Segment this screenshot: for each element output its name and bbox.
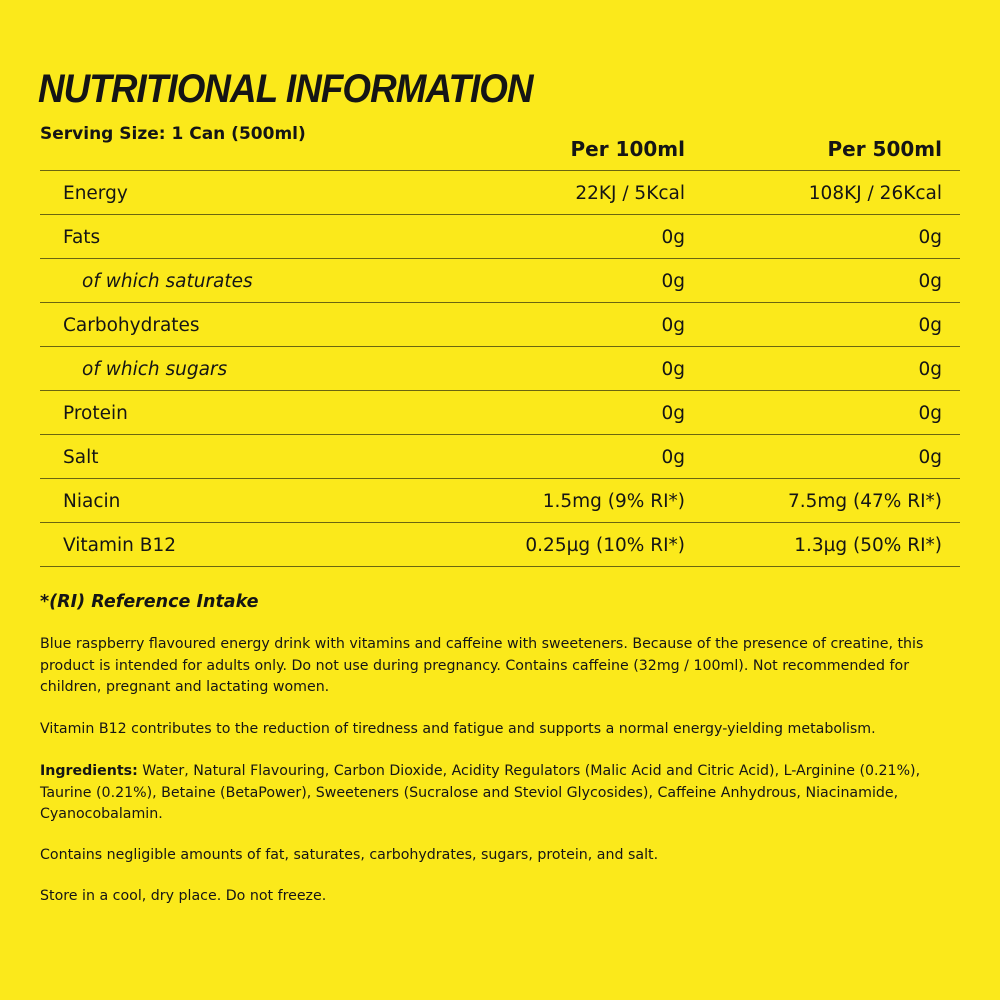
per-100ml-value: 0.25µg (10% RI*) xyxy=(525,535,685,556)
per-100ml-value: 0g xyxy=(661,359,685,380)
row-label: Fats xyxy=(63,227,101,248)
row-label: Salt xyxy=(63,447,99,468)
per-500ml-value: 0g xyxy=(918,271,942,292)
serving-size: Serving Size: 1 Can (500ml) xyxy=(40,124,306,144)
table-row xyxy=(40,303,960,347)
row-label: Vitamin B12 xyxy=(63,535,176,556)
per-100ml-value: 0g xyxy=(661,403,685,424)
per-500ml-value: 0g xyxy=(918,447,942,468)
negligible-statement: Contains negligible amounts of fat, saturates, carbohydrates, sugars, protein, and salt. xyxy=(40,847,659,863)
row-label: of which saturates xyxy=(82,271,253,292)
per-100ml-value: 1.5mg (9% RI*) xyxy=(542,491,685,512)
table-row xyxy=(40,391,960,435)
ingredients-paragraph xyxy=(40,761,970,826)
nutrition-table xyxy=(40,170,960,567)
column-header-per-100ml: Per 100ml xyxy=(570,137,685,161)
table-row xyxy=(40,435,960,479)
per-100ml-value: 0g xyxy=(661,447,685,468)
row-label: of which sugars xyxy=(82,359,228,380)
row-label: Energy xyxy=(63,183,128,204)
per-500ml-value: 0g xyxy=(918,359,942,380)
table-row xyxy=(40,215,960,259)
vitamin-claim: Vitamin B12 contributes to the reduction of tiredness and fatigue and supports a normal energy-yielding metabolism. xyxy=(40,721,876,737)
per-500ml-value: 108KJ / 26Kcal xyxy=(808,183,942,204)
per-100ml-value: 0g xyxy=(661,271,685,292)
product-description: Blue raspberry flavoured energy drink with vitamins and caffeine with sweeteners. Because of the presence of creatine, this product is intended for adults only. Do not use during pregnancy. Contains caffeine (32mg / 100ml). Not recommended for children, pregnant and lactating women. xyxy=(40,636,924,695)
per-100ml-value: 22KJ / 5Kcal xyxy=(575,183,685,204)
table-row xyxy=(40,347,960,391)
row-label: Protein xyxy=(63,403,128,424)
storage-instructions: Store in a cool, dry place. Do not freeze. xyxy=(40,888,327,904)
per-100ml-value: 0g xyxy=(661,315,685,336)
per-500ml-value: 0g xyxy=(918,403,942,424)
per-500ml-value: 1.3µg (50% RI*) xyxy=(794,535,942,556)
page-title: NUTRITIONAL INFORMATION xyxy=(38,67,533,111)
column-header-per-500ml: Per 500ml xyxy=(827,137,942,161)
ingredients-label: Ingredients: xyxy=(40,763,138,779)
table-row xyxy=(40,259,960,303)
ingredients-list: Water, Natural Flavouring, Carbon Dioxide, Acidity Regulators (Malic Acid and Citric Acid), L-Arginine (0.21%), Taurine (0.21%), Betaine (BetaPower), Sweeteners (Sucralose and Steviol Glycosides), Caffeine Anhydrous, Niacinamide, Cyanocobalamin. xyxy=(40,763,921,822)
per-500ml-value: 0g xyxy=(918,315,942,336)
table-row xyxy=(40,479,960,523)
per-500ml-value: 7.5mg (47% RI*) xyxy=(787,491,942,512)
table-row xyxy=(40,523,960,567)
row-label: Niacin xyxy=(63,491,121,512)
table-row xyxy=(40,171,960,215)
reference-intake-footnote: *(RI) Reference Intake xyxy=(40,592,259,612)
per-100ml-value: 0g xyxy=(661,227,685,248)
row-label: Carbohydrates xyxy=(63,315,200,336)
per-500ml-value: 0g xyxy=(918,227,942,248)
